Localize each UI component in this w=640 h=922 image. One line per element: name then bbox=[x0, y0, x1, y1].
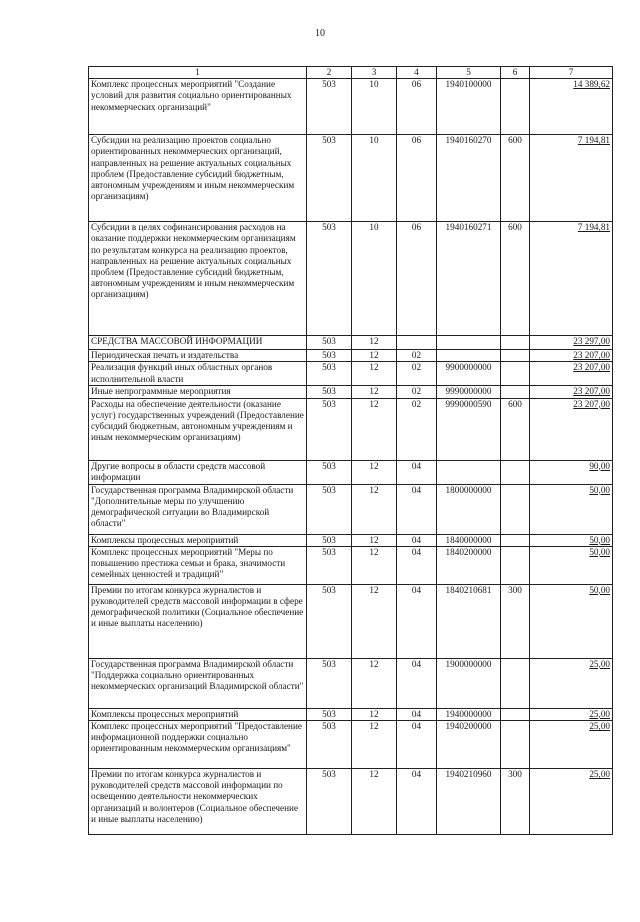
table-row bbox=[89, 362, 613, 386]
row-subsection-cell: 04 bbox=[397, 769, 437, 835]
row-subsection-cell: 04 bbox=[397, 708, 437, 720]
row-section-cell: 12 bbox=[352, 398, 397, 460]
amount-value: 50,00 bbox=[589, 546, 610, 557]
amount-value: 25,00 bbox=[589, 769, 610, 780]
row-code-cell: 503 bbox=[307, 460, 352, 484]
row-code-cell: 503 bbox=[307, 79, 352, 135]
row-subsection-cell: 02 bbox=[397, 386, 437, 398]
row-section-cell: 12 bbox=[352, 658, 397, 708]
row-subsection-cell: 04 bbox=[397, 584, 437, 658]
table-row bbox=[89, 534, 613, 546]
row-expense-type-cell bbox=[501, 350, 530, 362]
table-row bbox=[89, 658, 613, 708]
row-code-cell: 503 bbox=[307, 721, 352, 769]
amount-value: 50,00 bbox=[589, 534, 610, 545]
row-section-cell: 12 bbox=[352, 769, 397, 835]
table-row bbox=[89, 584, 613, 658]
row-expense-type-cell: 600 bbox=[501, 398, 530, 460]
row-amount-cell bbox=[530, 721, 613, 769]
row-code-cell: 503 bbox=[307, 135, 352, 222]
amount-value: 25,00 bbox=[589, 658, 610, 669]
row-target-article-cell: 1940210960 bbox=[437, 769, 501, 835]
table-row bbox=[89, 721, 613, 769]
row-code-cell: 503 bbox=[307, 708, 352, 720]
row-subsection-cell: 02 bbox=[397, 362, 437, 386]
row-section-cell: 10 bbox=[352, 79, 397, 135]
row-expense-type-cell bbox=[501, 484, 530, 534]
row-name-cell: Иные непрограммные мероприятия bbox=[89, 386, 307, 398]
row-subsection-cell: 06 bbox=[397, 135, 437, 222]
row-name-cell: Реализация функций иных областных органов исполнительной власти bbox=[89, 362, 307, 386]
row-subsection-cell: 04 bbox=[397, 721, 437, 769]
budget-table bbox=[88, 66, 613, 835]
row-section-cell: 12 bbox=[352, 362, 397, 386]
amount-value: 23 207,00 bbox=[573, 398, 610, 409]
row-name-cell: Другие вопросы в области средств массовой информации bbox=[89, 460, 307, 484]
row-name-cell: Премии по итогам конкурса журналистов и руководителей средств массовой информации в сфере демографической политики (Социальное обеспечение и иные выплаты населению) bbox=[89, 584, 307, 658]
row-section-cell: 12 bbox=[352, 336, 397, 350]
row-name-cell: Премии по итогам конкурса журналистов и руководителей средств массовой информации по освещению деятельности некоммерческих организаций и волонтеров (Социальное обеспечение и иные выплаты населению) bbox=[89, 769, 307, 835]
table-row bbox=[89, 386, 613, 398]
row-section-cell: 12 bbox=[352, 484, 397, 534]
row-target-article-cell: 9990000000 bbox=[437, 386, 501, 398]
amount-value: 23 297,00 bbox=[573, 336, 610, 347]
amount-value: 23 207,00 bbox=[573, 386, 610, 397]
table-row bbox=[89, 135, 613, 222]
row-target-article-cell: 1940100000 bbox=[437, 79, 501, 135]
row-name-cell: Государственная программа Владимирской области "Дополнительные меры по улучшению демографической ситуации во Владимирской области" bbox=[89, 484, 307, 534]
row-subsection-cell: 04 bbox=[397, 484, 437, 534]
amount-value: 50,00 bbox=[589, 484, 610, 495]
row-target-article-cell bbox=[437, 350, 501, 362]
amount-value: 50,00 bbox=[589, 584, 610, 595]
row-name-cell: Комплекс процессных мероприятий "Создание условий для развития социально ориентированных некоммерческих организаций" bbox=[89, 79, 307, 135]
row-target-article-cell: 9900000000 bbox=[437, 362, 501, 386]
row-subsection-cell: 04 bbox=[397, 460, 437, 484]
column-header: 3 bbox=[352, 67, 397, 79]
row-target-article-cell: 1840200000 bbox=[437, 546, 501, 584]
row-subsection-cell: 02 bbox=[397, 398, 437, 460]
row-section-cell: 10 bbox=[352, 135, 397, 222]
row-subsection-cell: 06 bbox=[397, 79, 437, 135]
row-section-cell: 12 bbox=[352, 584, 397, 658]
table-row bbox=[89, 546, 613, 584]
row-section-cell: 12 bbox=[352, 534, 397, 546]
row-code-cell: 503 bbox=[307, 484, 352, 534]
row-code-cell: 503 bbox=[307, 546, 352, 584]
row-target-article-cell: 1940000000 bbox=[437, 708, 501, 720]
row-expense-type-cell bbox=[501, 362, 530, 386]
table-row bbox=[89, 398, 613, 460]
row-amount-cell bbox=[530, 222, 613, 336]
row-target-article-cell: 9990000590 bbox=[437, 398, 501, 460]
row-code-cell: 503 bbox=[307, 769, 352, 835]
row-name-cell: Субсидии в целях софинансирования расходов на оказание поддержки некоммерческим организациям по результатам конкурса на реализацию проектов, направленных на решение актуальных социальных проблем (Предоставление субсидий бюджетным, автономным учреждениям и иным некоммерческим организациям) bbox=[89, 222, 307, 336]
row-subsection-cell: 04 bbox=[397, 534, 437, 546]
row-target-article-cell bbox=[437, 460, 501, 484]
row-section-cell: 12 bbox=[352, 350, 397, 362]
row-expense-type-cell: 300 bbox=[501, 769, 530, 835]
row-code-cell: 503 bbox=[307, 386, 352, 398]
table-row bbox=[89, 79, 613, 135]
column-header: 4 bbox=[397, 67, 437, 79]
row-amount-cell bbox=[530, 386, 613, 398]
row-target-article-cell: 1840210681 bbox=[437, 584, 501, 658]
table-row bbox=[89, 708, 613, 720]
row-name-cell: Комплекс процессных мероприятий "Предоставление информационной поддержки социально ориентированным некоммерческим организациям" bbox=[89, 721, 307, 769]
row-amount-cell bbox=[530, 336, 613, 350]
row-expense-type-cell bbox=[501, 721, 530, 769]
row-target-article-cell bbox=[437, 336, 501, 350]
row-expense-type-cell: 600 bbox=[501, 222, 530, 336]
row-amount-cell bbox=[530, 362, 613, 386]
row-target-article-cell: 1900000000 bbox=[437, 658, 501, 708]
row-code-cell: 503 bbox=[307, 534, 352, 546]
row-expense-type-cell bbox=[501, 336, 530, 350]
amount-value: 7 194,81 bbox=[577, 222, 610, 233]
column-header: 2 bbox=[307, 67, 352, 79]
row-expense-type-cell bbox=[501, 546, 530, 584]
row-expense-type-cell: 600 bbox=[501, 135, 530, 222]
row-amount-cell bbox=[530, 534, 613, 546]
row-code-cell: 503 bbox=[307, 336, 352, 350]
row-amount-cell bbox=[530, 708, 613, 720]
table-row bbox=[89, 222, 613, 336]
row-name-cell: Периодическая печать и издательства bbox=[89, 350, 307, 362]
table-header-row bbox=[89, 67, 613, 79]
row-amount-cell bbox=[530, 658, 613, 708]
amount-value: 7 194,81 bbox=[577, 135, 610, 146]
row-subsection-cell: 04 bbox=[397, 658, 437, 708]
row-name-cell: Комплекс процессных мероприятий "Меры по повышению престижа семьи и брака, значимости семейных ценностей и традиций" bbox=[89, 546, 307, 584]
row-subsection-cell: 04 bbox=[397, 546, 437, 584]
row-expense-type-cell bbox=[501, 658, 530, 708]
row-amount-cell bbox=[530, 460, 613, 484]
table-body bbox=[89, 79, 613, 835]
row-expense-type-cell bbox=[501, 534, 530, 546]
row-name-cell: Комплексы процессных мероприятий bbox=[89, 534, 307, 546]
row-expense-type-cell: 300 bbox=[501, 584, 530, 658]
row-section-cell: 12 bbox=[352, 460, 397, 484]
row-amount-cell bbox=[530, 350, 613, 362]
table-row bbox=[89, 484, 613, 534]
column-header: 5 bbox=[437, 67, 501, 79]
row-amount-cell bbox=[530, 484, 613, 534]
row-amount-cell bbox=[530, 769, 613, 835]
row-name-cell: СРЕДСТВА МАССОВОЙ ИНФОРМАЦИИ bbox=[89, 336, 307, 350]
row-code-cell: 503 bbox=[307, 658, 352, 708]
amount-value: 25,00 bbox=[589, 708, 610, 719]
row-target-article-cell: 1940200000 bbox=[437, 721, 501, 769]
row-code-cell: 503 bbox=[307, 584, 352, 658]
row-name-cell: Государственная программа Владимирской области "Поддержка социально ориентированных некоммерческих организаций Владимирской области" bbox=[89, 658, 307, 708]
row-name-cell: Комплексы процессных мероприятий bbox=[89, 708, 307, 720]
row-code-cell: 503 bbox=[307, 222, 352, 336]
row-code-cell: 503 bbox=[307, 350, 352, 362]
amount-value: 23 207,00 bbox=[573, 350, 610, 361]
amount-value: 90,00 bbox=[589, 460, 610, 471]
row-section-cell: 12 bbox=[352, 708, 397, 720]
amount-value: 14 389,62 bbox=[573, 79, 610, 90]
row-amount-cell bbox=[530, 135, 613, 222]
row-subsection-cell: 06 bbox=[397, 222, 437, 336]
column-header: 6 bbox=[501, 67, 530, 79]
table-row bbox=[89, 460, 613, 484]
row-section-cell: 10 bbox=[352, 222, 397, 336]
page-number: 10 bbox=[315, 28, 325, 39]
row-section-cell: 12 bbox=[352, 721, 397, 769]
row-target-article-cell: 1940160270 bbox=[437, 135, 501, 222]
column-header: 1 bbox=[89, 67, 307, 79]
row-amount-cell bbox=[530, 398, 613, 460]
table-row bbox=[89, 769, 613, 835]
row-target-article-cell: 1840000000 bbox=[437, 534, 501, 546]
row-amount-cell bbox=[530, 79, 613, 135]
row-target-article-cell: 1940160271 bbox=[437, 222, 501, 336]
column-header: 7 bbox=[530, 67, 613, 79]
amount-value: 23 207,00 bbox=[573, 362, 610, 373]
row-section-cell: 12 bbox=[352, 546, 397, 584]
row-target-article-cell: 1800000000 bbox=[437, 484, 501, 534]
row-code-cell: 503 bbox=[307, 398, 352, 460]
row-amount-cell bbox=[530, 546, 613, 584]
row-expense-type-cell bbox=[501, 708, 530, 720]
row-name-cell: Расходы на обеспечение деятельности (оказание услуг) государственных учреждений (Предоставление субсидий бюджетным, автономным учреждениям и иным некоммерческим организациям) bbox=[89, 398, 307, 460]
row-subsection-cell: 02 bbox=[397, 350, 437, 362]
row-expense-type-cell bbox=[501, 386, 530, 398]
table-row bbox=[89, 336, 613, 350]
row-expense-type-cell bbox=[501, 79, 530, 135]
row-amount-cell bbox=[530, 584, 613, 658]
row-section-cell: 12 bbox=[352, 386, 397, 398]
amount-value: 25,00 bbox=[589, 721, 610, 732]
row-code-cell: 503 bbox=[307, 362, 352, 386]
row-expense-type-cell bbox=[501, 460, 530, 484]
table-row bbox=[89, 350, 613, 362]
row-subsection-cell bbox=[397, 336, 437, 350]
row-name-cell: Субсидии на реализацию проектов социально ориентированных некоммерческих организаций, направленных на решение актуальных социальных проблем (Предоставление субсидий бюджетным, автономным учреждениям и иным некоммерческим организациям) bbox=[89, 135, 307, 222]
